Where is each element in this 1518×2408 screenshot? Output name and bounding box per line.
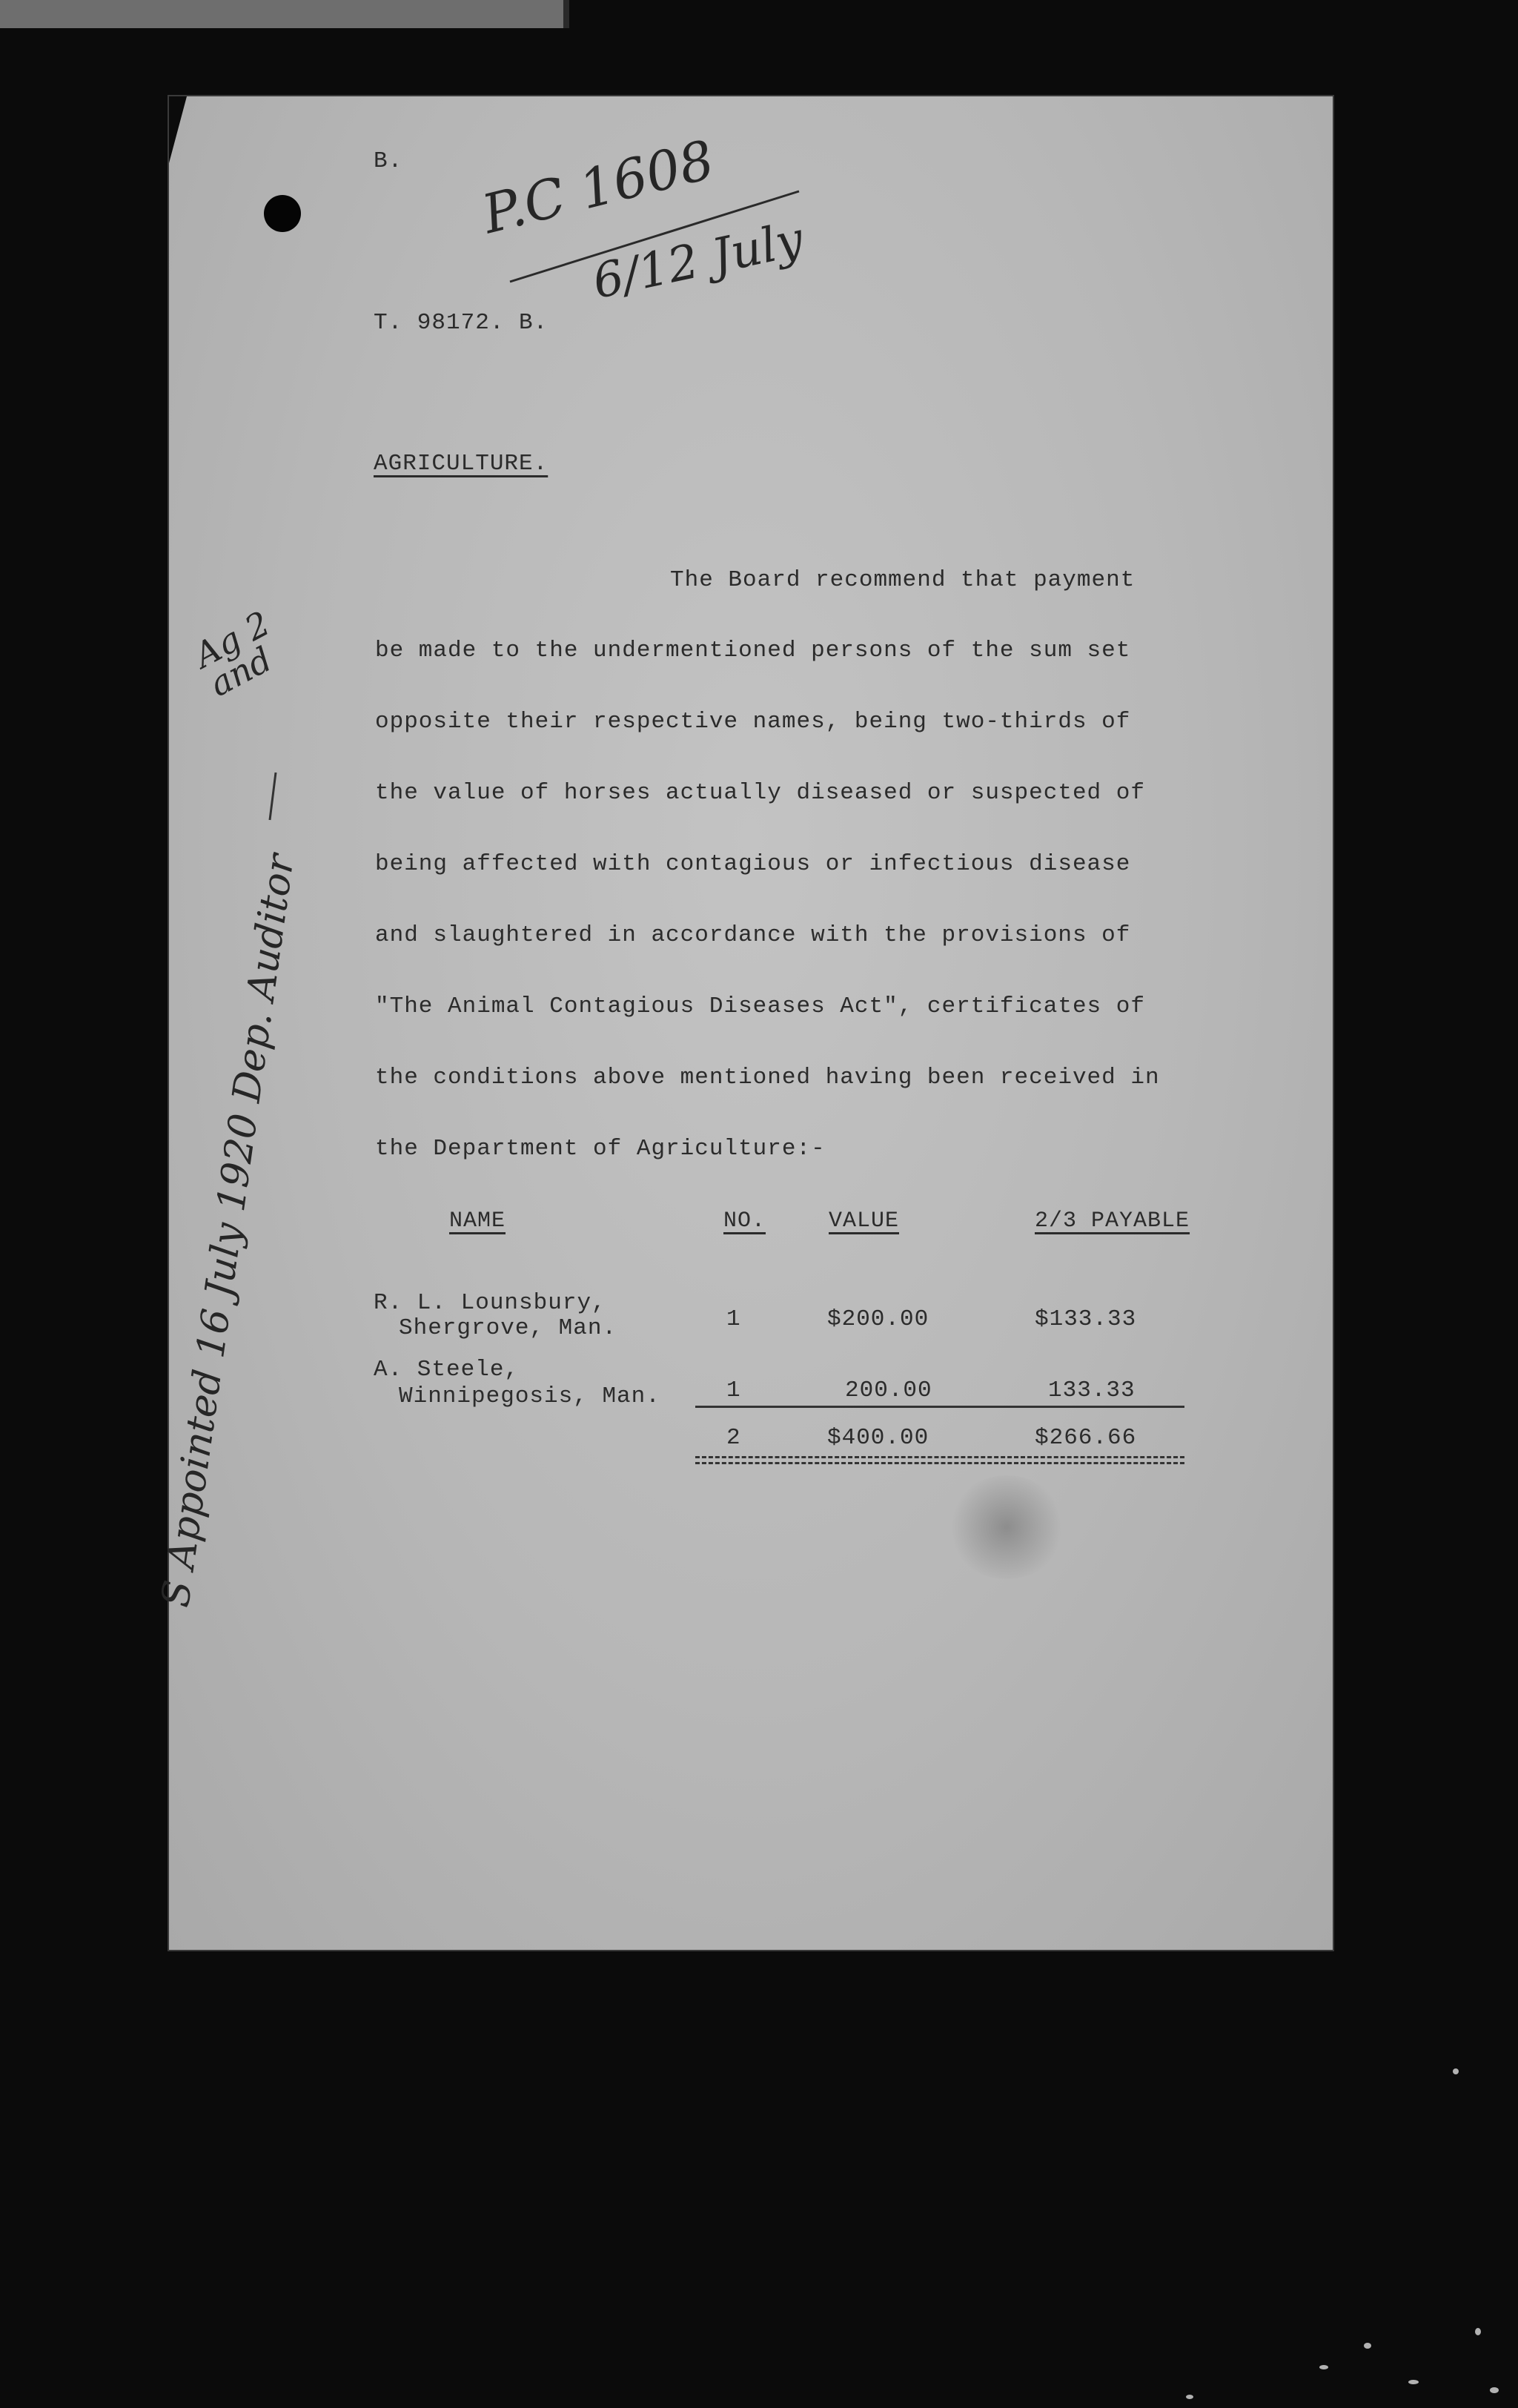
scan-top-strip bbox=[0, 0, 563, 28]
scan-speck bbox=[1490, 2387, 1499, 2393]
page-letter: B. bbox=[374, 148, 403, 174]
table-header-name: NAME bbox=[449, 1208, 506, 1234]
paragraph-line-2: be made to the undermentioned persons of the sum set bbox=[375, 638, 1131, 664]
row1-name-line2: Shergrove, Man. bbox=[399, 1315, 617, 1341]
row2-name-line2: Winnipegosis, Man. bbox=[399, 1383, 660, 1409]
table-header-payable: 2/3 PAYABLE bbox=[1035, 1208, 1190, 1234]
scan-speck bbox=[1453, 2068, 1459, 2074]
scan-speck bbox=[1319, 2365, 1328, 2369]
scan-speck bbox=[1364, 2343, 1371, 2349]
table-header-no: NO. bbox=[723, 1208, 766, 1234]
punch-hole bbox=[264, 195, 301, 232]
paragraph-line-5: being affected with contagious or infectious disease bbox=[375, 851, 1131, 877]
total-rule-1 bbox=[695, 1456, 1184, 1458]
scan-top-strip-edge bbox=[563, 0, 569, 28]
section-heading: AGRICULTURE. bbox=[374, 451, 548, 477]
handwritten-date: 6/12 July bbox=[588, 211, 809, 311]
margin-note: Ag 2 and bbox=[188, 603, 279, 705]
paragraph-line-9: the Department of Agriculture:- bbox=[375, 1136, 826, 1162]
row2-payable: 133.33 bbox=[1048, 1377, 1136, 1403]
paragraph-line-7: "The Animal Contagious Diseases Act", certificates of bbox=[375, 993, 1145, 1019]
row1-name-line1: R. L. Lounsbury, bbox=[374, 1290, 606, 1316]
row1-payable: $133.33 bbox=[1035, 1306, 1137, 1332]
total-no: 2 bbox=[726, 1425, 741, 1451]
row1-value: $200.00 bbox=[827, 1306, 929, 1332]
page-corner bbox=[169, 96, 187, 163]
row2-no: 1 bbox=[726, 1377, 741, 1403]
table-header-value: VALUE bbox=[829, 1208, 900, 1234]
subtotal-rule bbox=[695, 1406, 1184, 1408]
scan-speck bbox=[1475, 2328, 1481, 2335]
paragraph-line-3: opposite their respective names, being two-thirds of bbox=[375, 709, 1131, 735]
row2-value: 200.00 bbox=[845, 1377, 932, 1403]
total-payable: $266.66 bbox=[1035, 1425, 1137, 1451]
scan-speck bbox=[1408, 2380, 1419, 2384]
document-page bbox=[153, 96, 1333, 1950]
scan-speck bbox=[1186, 2395, 1193, 2399]
handwritten-pc-number: P.C 1608 bbox=[476, 128, 720, 246]
total-value: $400.00 bbox=[827, 1425, 929, 1451]
file-reference: T. 98172. B. bbox=[374, 310, 548, 336]
paragraph-line-4: the value of horses actually diseased or suspected of bbox=[375, 780, 1145, 806]
margin-signature: S Appointed 16 July 1920 Dep. Auditor bbox=[153, 851, 303, 1610]
paragraph-line-8: the conditions above mentioned having been received in bbox=[375, 1065, 1160, 1091]
total-rule-2 bbox=[695, 1462, 1184, 1464]
row1-no: 1 bbox=[726, 1306, 741, 1332]
paragraph-line-1: The Board recommend that payment bbox=[670, 567, 1136, 593]
paragraph-line-6: and slaughtered in accordance with the provisions of bbox=[375, 922, 1131, 948]
page-smudge bbox=[947, 1475, 1066, 1579]
row2-name-line1: A. Steele, bbox=[374, 1357, 520, 1383]
